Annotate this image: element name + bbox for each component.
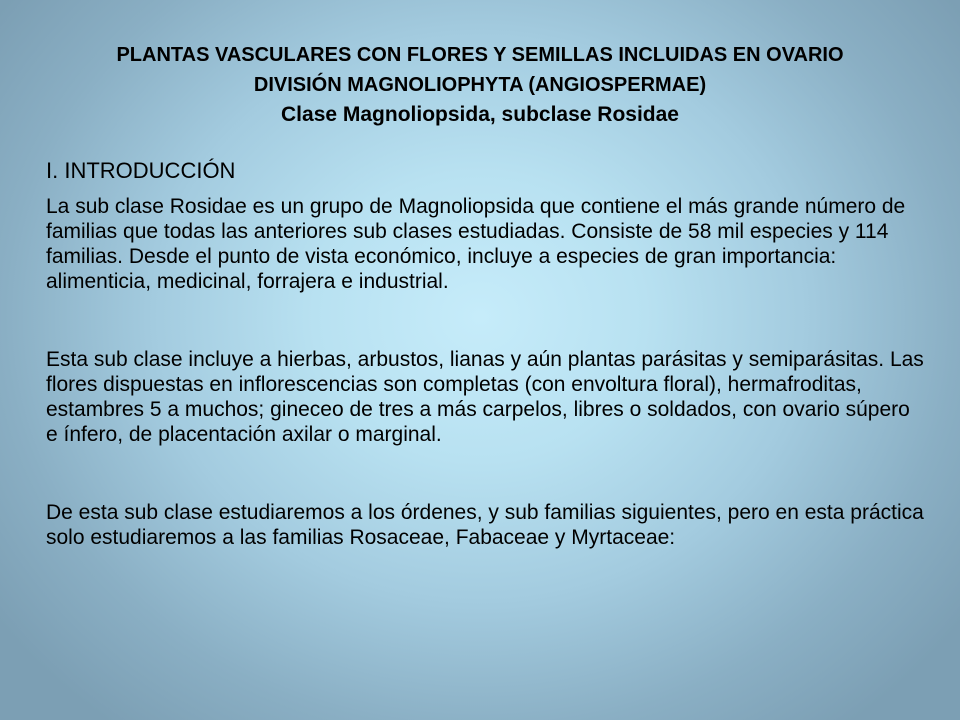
- title-line-2: DIVISIÓN MAGNOLIOPHYTA (ANGIOSPERMAE): [253, 74, 707, 96]
- paragraph-study-scope: De esta sub clase estudiaremos a los órdenes, y sub familias siguientes, pero en esta práctica solo estudiaremos a las familias Rosaceae, Fabaceae y Myrtaceae:: [46, 501, 924, 549]
- paragraph-spacer: [46, 294, 926, 347]
- paragraph-introduction: La sub clase Rosidae es un grupo de Magnoliopsida que contiene el más grande número de familias que todas las anteriores sub clases estudiadas. Consiste de 58 mil especies y 114 familias. Desde el punto de vista económico, incluye a especies de gran importancia: alimenticia, medicinal, forrajera e industrial.: [46, 195, 906, 293]
- paragraph-spacer: [46, 447, 926, 500]
- title-line-3: Clase Magnoliopsida, subclase Rosidae: [281, 103, 679, 126]
- title-line-1: PLANTAS VASCULARES CON FLORES Y SEMILLAS INCLUIDAS EN OVARIO: [116, 44, 844, 66]
- slide-title: [0, 40, 960, 130]
- slide-body: [46, 156, 926, 550]
- section-heading: I. INTRODUCCIÓN: [46, 158, 236, 183]
- paragraph-characteristics: Esta sub clase incluye a hierbas, arbustos, lianas y aún plantas parásitas y semiparásitas. Las flores dispuestas en inflorescencias son completas (con envoltura floral), hermafroditas, estambres 5 a muchos; gineceo de tres a más carpelos, libres o soldados, con ovario súpero e ínfero, de placentación axilar o marginal.: [46, 348, 924, 446]
